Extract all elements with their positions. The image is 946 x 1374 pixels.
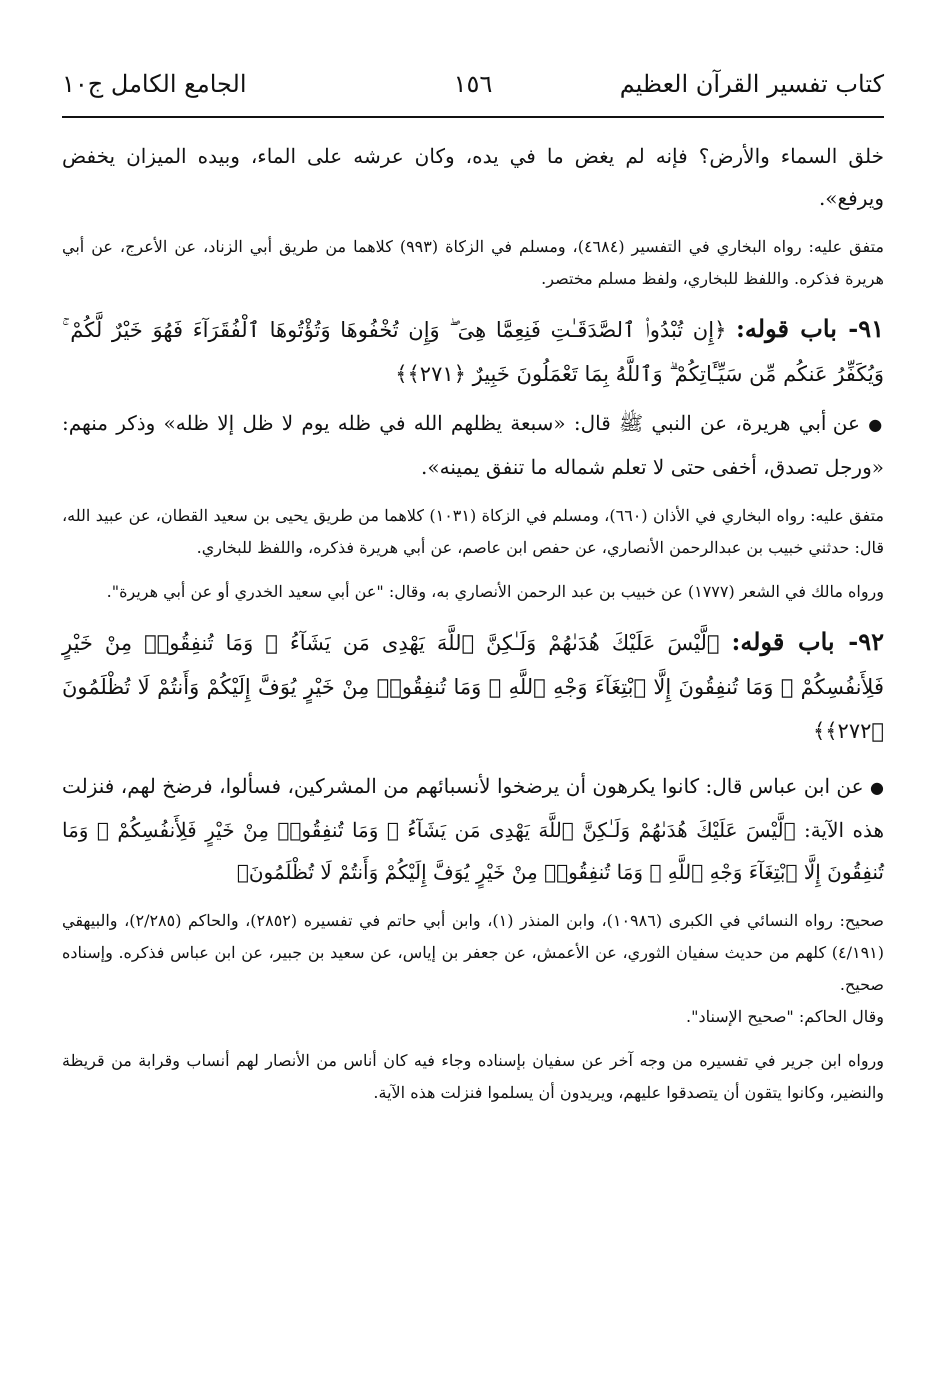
takhrij-note-content: صحيح: رواه النسائي في الكبرى (١٠٩٨٦)، وابن المنذر (١)، وابن أبي حاتم في تفسيره (٢٨٥٢)، والحاكم (٢/٢٨٥)، والبيهقي (٤/١٩١) كلهم من حديث سفيان الثوري، عن الأعمش، عن جعفر بن إياس، عن سعيد بن جبير، عن ابن عباس فذكره. وإسناده صحيح. <box>62 911 885 994</box>
takhrij-note <box>62 500 884 564</box>
takhrij-note-content: متفق عليه: رواه البخاري في الأذان (٦٦٠)، ومسلم في الزكاة (١٠٣١) كلاهما من طريق يحيى بن سعيد القطان، عن عبيد الله، قال: حدثني خبيب بن عبدالرحمن الأنصاري، عن حفص ابن عاصم، عن أبي هريرة فذكره، واللفظ للبخاري. <box>62 506 884 557</box>
bullet-icon: ● <box>868 415 884 434</box>
quran-verse: ﴿إِن تُبْدُوا۟ ٱلصَّدَقَـٰتِ فَنِعِمَّا هِىَ ۖ وَإِن تُخْفُوهَا وَتُؤْتُوهَا ٱلْفُقَرَآءَ فَهُوَ خَيْرٌ لَّكُمْ ۚ وَيُكَفِّرُ عَنكُم مِّن سَيِّـَٔاتِكُمْ ۗ وَٱللَّهُ بِمَا تَعْمَلُونَ خَبِيرٌ ﴿٢٧١﴾﴾ <box>62 318 884 386</box>
hadith-text-content: خلق السماء والأرض؟ فإنه لم يغض ما في يده، وكان عرشه على الماء، وبيده الميزان يخفض ويرفع». <box>62 144 884 210</box>
quran-verse: ﴿لَّيْسَ عَلَيْكَ هُدَىٰهُمْ وَلَـٰكِنَّ ٱللَّهَ يَهْدِى مَن يَشَآءُ ۗ وَمَا تُنفِقُوا۟ مِنْ خَيْرٍ فَلِأَنفُسِكُمْ ۚ وَمَا تُنفِقُونَ إِلَّا ٱبْتِغَآءَ وَجْهِ ٱللَّهِ ۚ وَمَا تُنفِقُوا۟ مِنْ خَيْرٍ يُوَفَّ إِلَيْكُمْ وَأَنتُمْ لَا تُظْلَمُونَ ﴿٢٧٢﴾﴾ <box>62 631 884 743</box>
page-body <box>62 135 884 1109</box>
hadith-text <box>62 402 884 488</box>
takhrij-note-content: متفق عليه: رواه البخاري في التفسير (٤٦٨٤)، ومسلم في الزكاة (٩٩٣) كلاهما من طريق أبي الزناد، عن الأعرج، عن أبي هريرة فذكره. واللفظ للبخاري، ولفظ مسلم مختصر. <box>62 237 884 288</box>
hadith-text <box>62 765 884 893</box>
takhrij-note <box>62 1001 884 1033</box>
header-rule <box>62 116 884 118</box>
book-title: كتاب تفسير القرآن العظيم <box>619 70 884 98</box>
takhrij-note <box>62 576 884 608</box>
bullet-icon: ● <box>869 778 884 797</box>
takhrij-note-content: ورواه مالك في الشعر (١٧٧٧) عن خبيب بن عبد الرحمن الأنصاري به، وقال: "عن أبي سعيد الخدري أو عن أبي هريرة". <box>106 582 884 601</box>
chapter-heading <box>62 307 884 396</box>
takhrij-note <box>62 1045 884 1109</box>
hadith-text-content: عن ابن عباس قال: كانوا يكرهون أن يرضخوا لأنسبائهم من المشركين، فسألوا، فرضخ لهم، فنزلت هذه الآية: ﴿لَّيْسَ عَلَيْكَ هُدَىٰهُمْ وَلَـٰكِنَّ ٱللَّهَ يَهْدِى مَن يَشَآءُ ۗ وَمَا تُنفِقُوا۟ مِنْ خَيْرٍ فَلِأَنفُسِكُمْ ۚ وَمَا تُنفِقُونَ إِلَّا ٱبْتِغَآءَ وَجْهِ ٱللَّهِ ۚ وَمَا تُنفِقُوا۟ مِنْ خَيْرٍ يُوَفَّ إِلَيْكُمْ وَأَنتُمْ لَا تُظْلَمُونَ﴾ <box>62 774 884 884</box>
page-number: ١٥٦ <box>453 70 493 98</box>
chapter-title: ٩٢- باب قوله: <box>731 627 884 656</box>
takhrij-note-content: ورواه ابن جرير في تفسيره من وجه آخر عن سفيان بإسناده وجاء فيه كان أناس من الأنصار لهم أنساب وقرابة من قريظة والنضير، وكانوا يتقون أن يتصدقوا عليهم، ويريدون أن يسلموا فنزلت هذه الآية. <box>62 1051 884 1102</box>
collection-title: الجامع الكامل ج١٠ <box>62 70 247 98</box>
hadith-text <box>62 135 884 219</box>
page-header <box>62 64 884 104</box>
chapter-title: ٩١- باب قوله: <box>736 314 884 343</box>
takhrij-note <box>62 905 884 1001</box>
hadith-text-content: عن أبي هريرة، عن النبي ﷺ قال: «سبعة يظلهم الله في ظله يوم لا ظل إلا ظله» وذكر منهم: «ورجل تصدق، أخفى حتى لا تعلم شماله ما تنفق يمينه». <box>62 411 884 479</box>
chapter-heading <box>62 620 884 753</box>
takhrij-note <box>62 231 884 295</box>
takhrij-note-content: وقال الحاكم: "صحيح الإسناد". <box>686 1007 884 1026</box>
